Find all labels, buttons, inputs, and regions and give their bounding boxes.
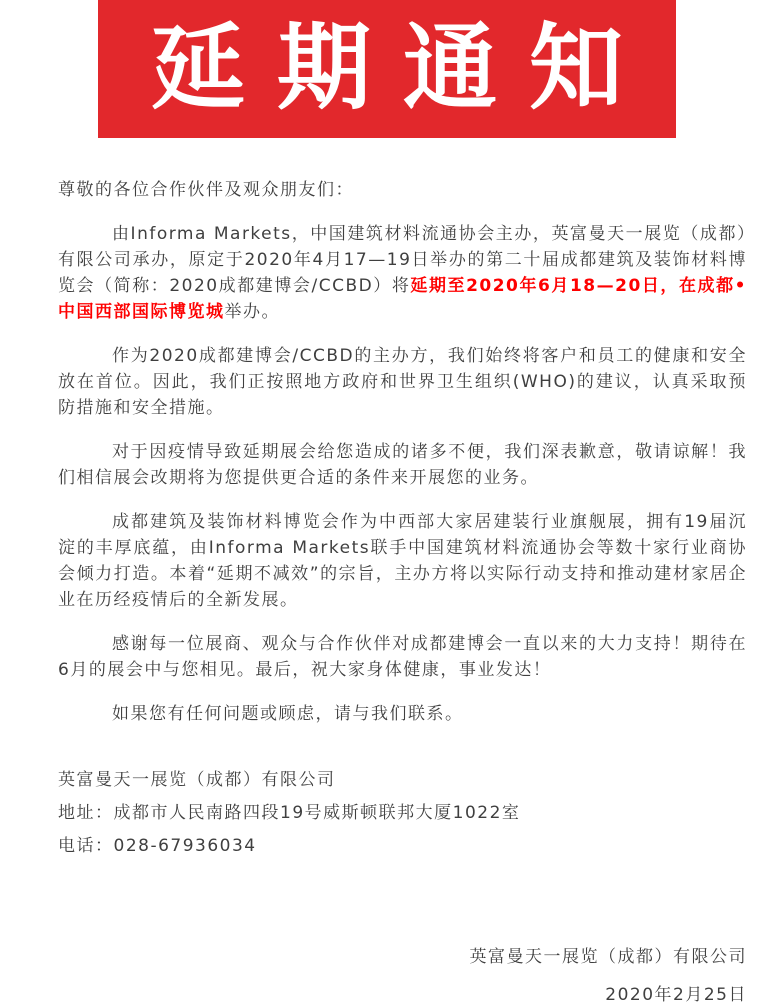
contact-phone: 电话：028-67936034 (58, 836, 257, 856)
notice-banner (98, 0, 676, 138)
signature-block (58, 944, 747, 1008)
paragraph-contact-us: 如果您有任何问题或顾虑，请与我们联系。 (112, 704, 464, 724)
contact-block (58, 767, 747, 859)
banner-title: 延期通知 (150, 14, 655, 123)
greeting-line: 尊敬的各位合作伙伴及观众朋友们： (58, 180, 354, 200)
paragraph-expo-background: 成都建筑及装饰材料博览会作为中西部大家居建装行业旗舰展，拥有19届沉淀的丰厚底蕴，由Informa Markets联手中国建筑材料流通协会等数十家行业商协会倾力打造。本着“延期不减效”的宗旨，主办方将以实际行动支持和推动建材家居企业在历经疫情后的全新发展。 (58, 512, 747, 610)
contact-company: 英富曼天一展览（成都）有限公司 (58, 770, 336, 790)
paragraph-postponement (58, 221, 747, 325)
paragraph-postponement-pre: 由Informa Markets，中国建筑材料流通协会主办，英富曼天一展览（成都）有限公司承办，原定于2020年4月17—19日举办的第二十届成都建筑及装饰材料博览会（简称：2020成都建博会/CCBD）将 (58, 224, 747, 296)
letter-body (58, 177, 747, 1008)
paragraph-apology: 对于因疫情导致延期展会给您造成的诸多不便，我们深表歉意，敬请谅解！我们相信展会改期将为您提供更合适的条件来开展您的业务。 (58, 442, 747, 488)
paragraph-postponement-post: 举办。 (224, 302, 280, 322)
paragraph-safety-measures: 作为2020成都建博会/CCBD的主办方，我们始终将客户和员工的健康和安全放在首位。因此，我们正按照地方政府和世界卫生组织(WHO)的建议，认真采取预防措施和安全措施。 (58, 346, 747, 418)
contact-address: 地址：成都市人民南路四段19号威斯顿联邦大厦1022室 (58, 803, 521, 823)
postponement-dates-highlight: 延期至2020年6月18—20日，在成都•中国西部国际博览城 (58, 276, 747, 322)
signature-company: 英富曼天一展览（成都）有限公司 (469, 947, 747, 967)
signature-date: 2020年2月25日 (605, 985, 747, 1005)
paragraph-thanks: 感谢每一位展商、观众与合作伙伴对成都建博会一直以来的大力支持！期待在6月的展会中与您相见。最后，祝大家身体健康，事业发达！ (58, 634, 747, 680)
